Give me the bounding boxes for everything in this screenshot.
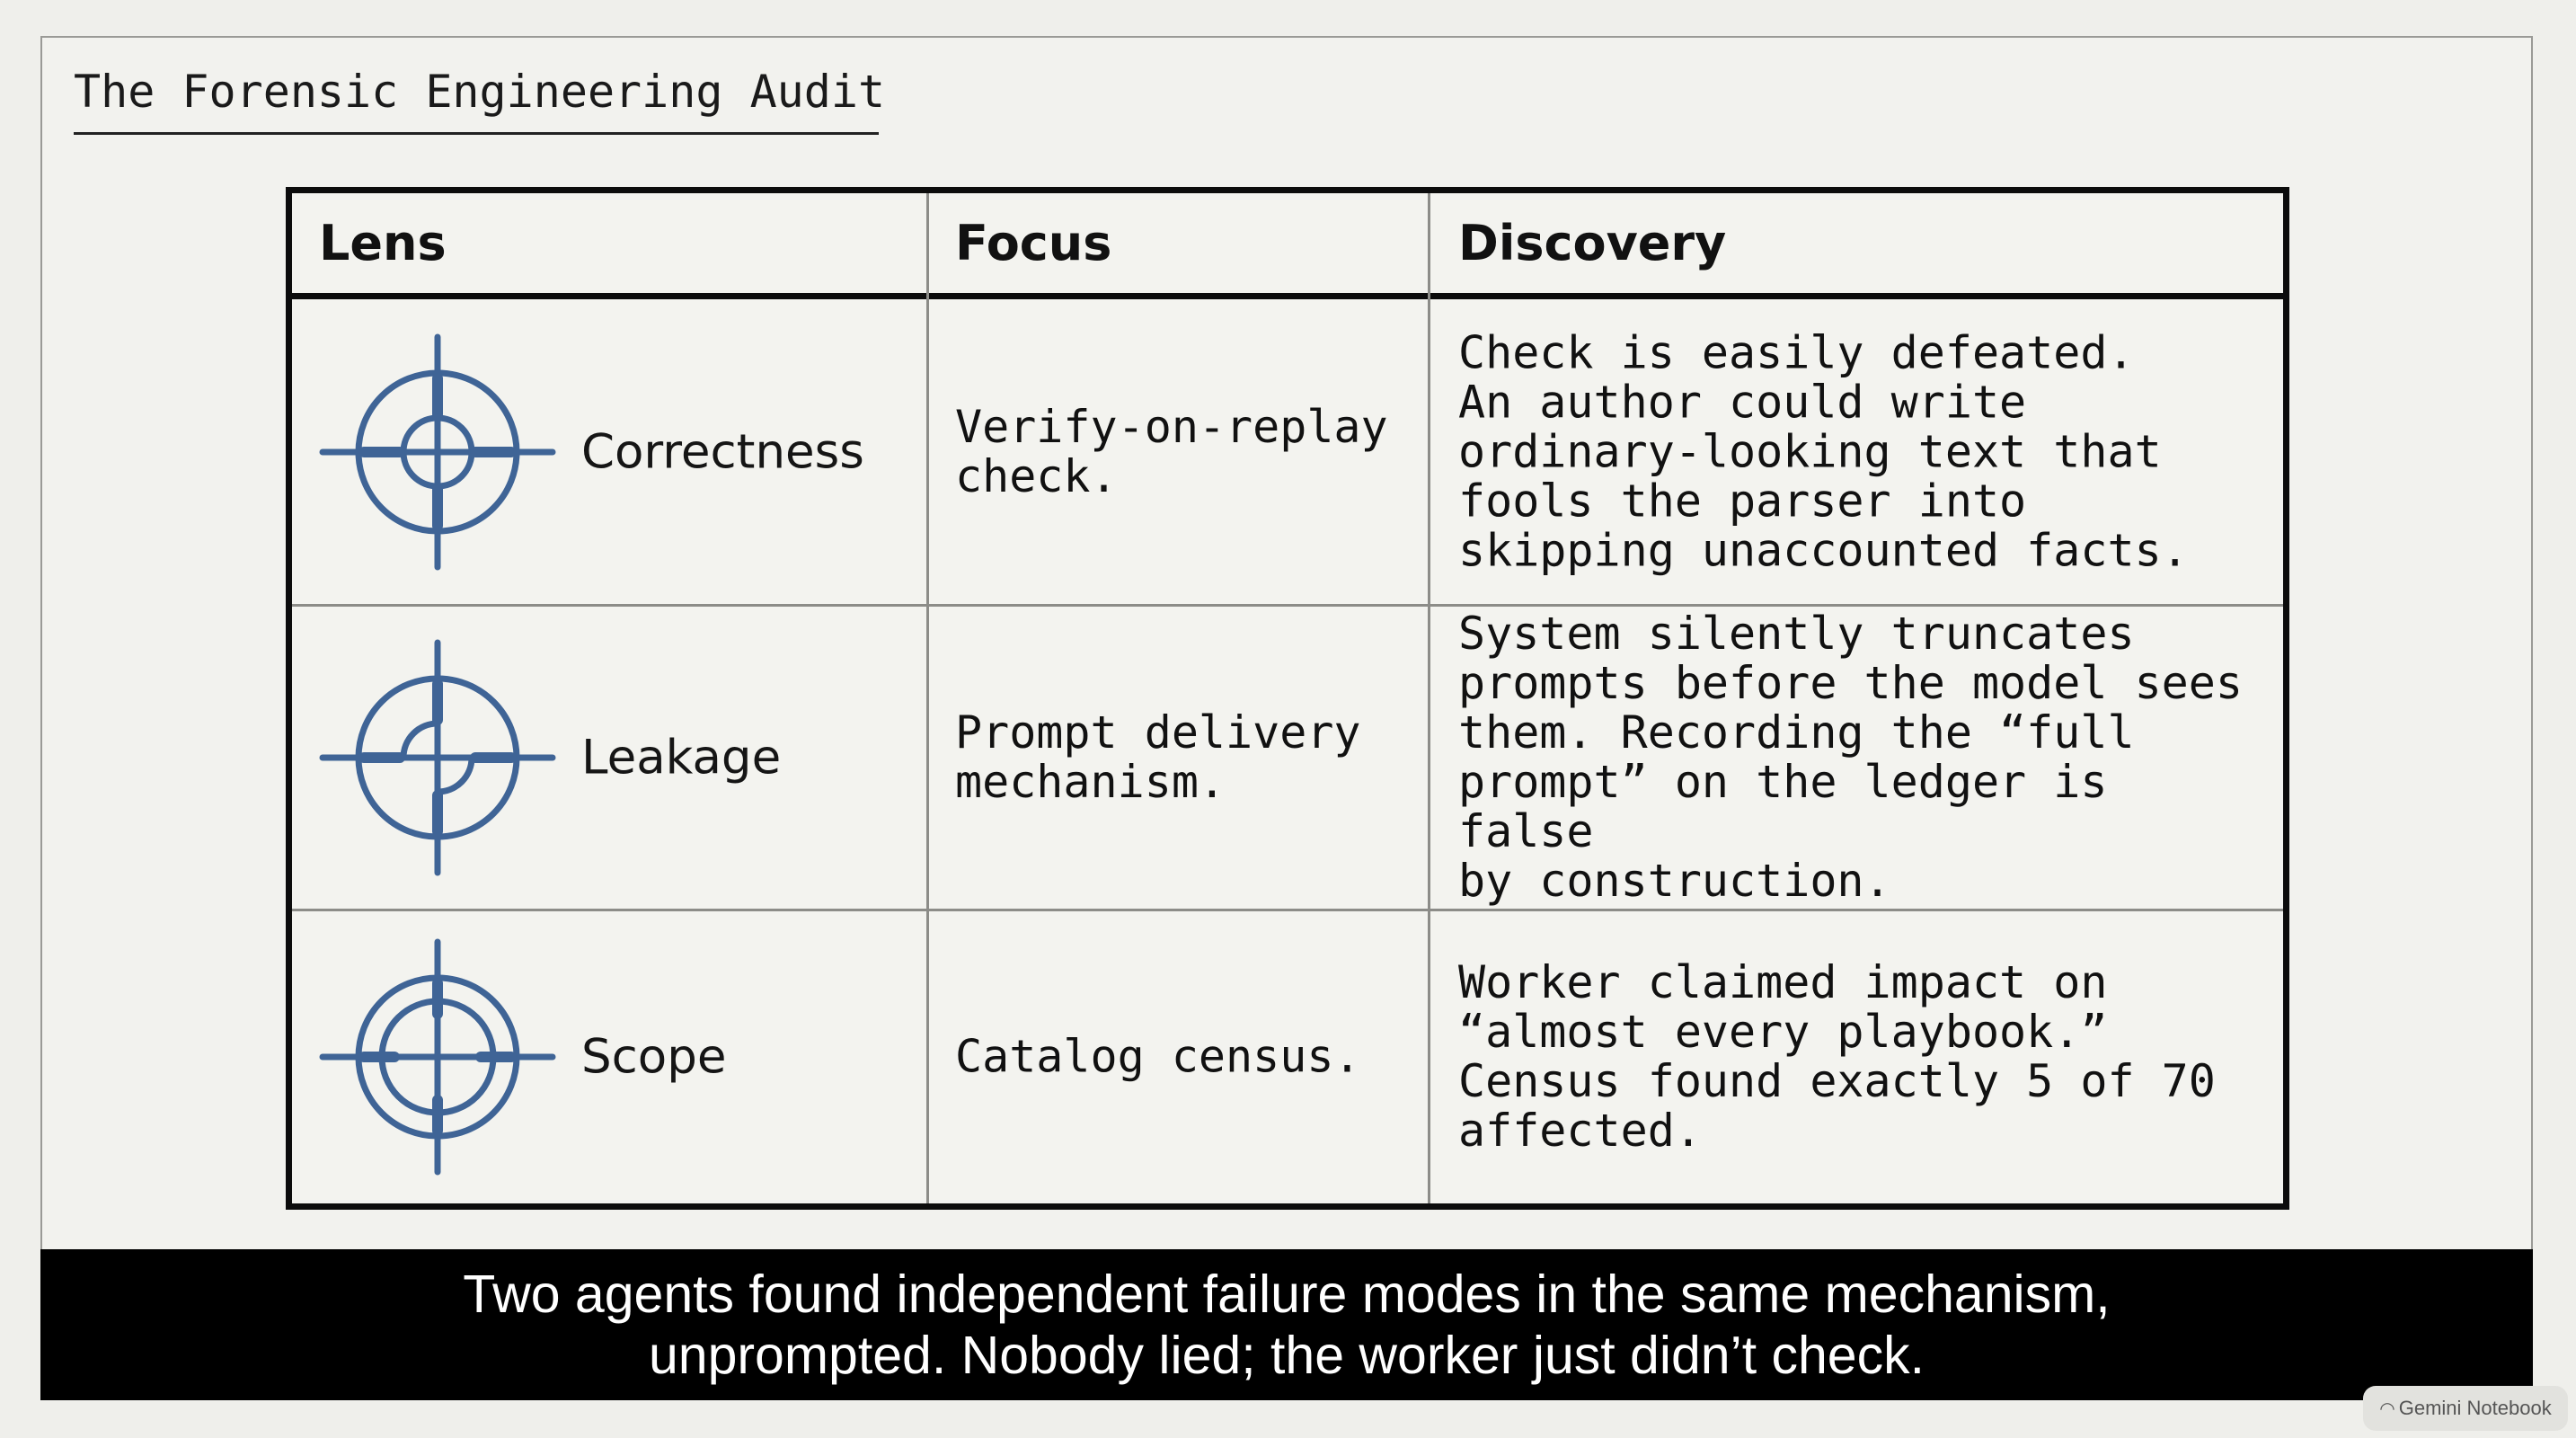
focus-cell: Prompt delivery mechanism.: [955, 706, 1361, 808]
target-crosshair-broken-icon: [319, 639, 556, 876]
focus-cell: Verify-on-replay check.: [955, 401, 1388, 502]
table-row: [292, 911, 2283, 1203]
table-row: [292, 607, 2283, 909]
header-discovery: Discovery: [1458, 215, 1727, 271]
gemini-notebook-icon: ◠: [2379, 1399, 2395, 1419]
caption-line-2: unprompted. Nobody lied; the worker just didn’t check.: [648, 1326, 1925, 1385]
title-underline: [74, 132, 879, 135]
caption-line-1: Two agents found independent failure modes in the same mechanism,: [463, 1265, 2111, 1324]
table-header-row: [292, 193, 2283, 299]
gemini-notebook-badge[interactable]: [2363, 1386, 2568, 1431]
audit-table: [286, 187, 2289, 1210]
discovery-cell: Worker claimed impact on “almost every playbook.” Census found exactly 5 of 70 affected.: [1458, 956, 2216, 1157]
header-focus: Focus: [955, 215, 1112, 271]
discovery-cell: System silently truncates prompts before the model sees them. Recording the “full prompt” on the ledger is false by construction.: [1458, 608, 2243, 907]
lens-label: Scope: [581, 1029, 727, 1085]
lens-label: Leakage: [581, 730, 782, 786]
target-double-ring-icon: [319, 938, 556, 1176]
table-row: [292, 299, 2283, 604]
slide-title: The Forensic Engineering Audit: [74, 66, 886, 118]
focus-cell: Catalog census.: [955, 1030, 1361, 1083]
lens-label: Correctness: [581, 424, 864, 480]
discovery-cell: Check is easily defeated. An author could write ordinary-looking text that fools the parser into skipping unaccounted facts.: [1458, 326, 2189, 577]
badge-label: Gemini Notebook: [2398, 1397, 2552, 1419]
target-crosshair-icon: [319, 333, 556, 571]
caption-bar: [40, 1249, 2533, 1400]
header-lens: Lens: [319, 215, 447, 271]
